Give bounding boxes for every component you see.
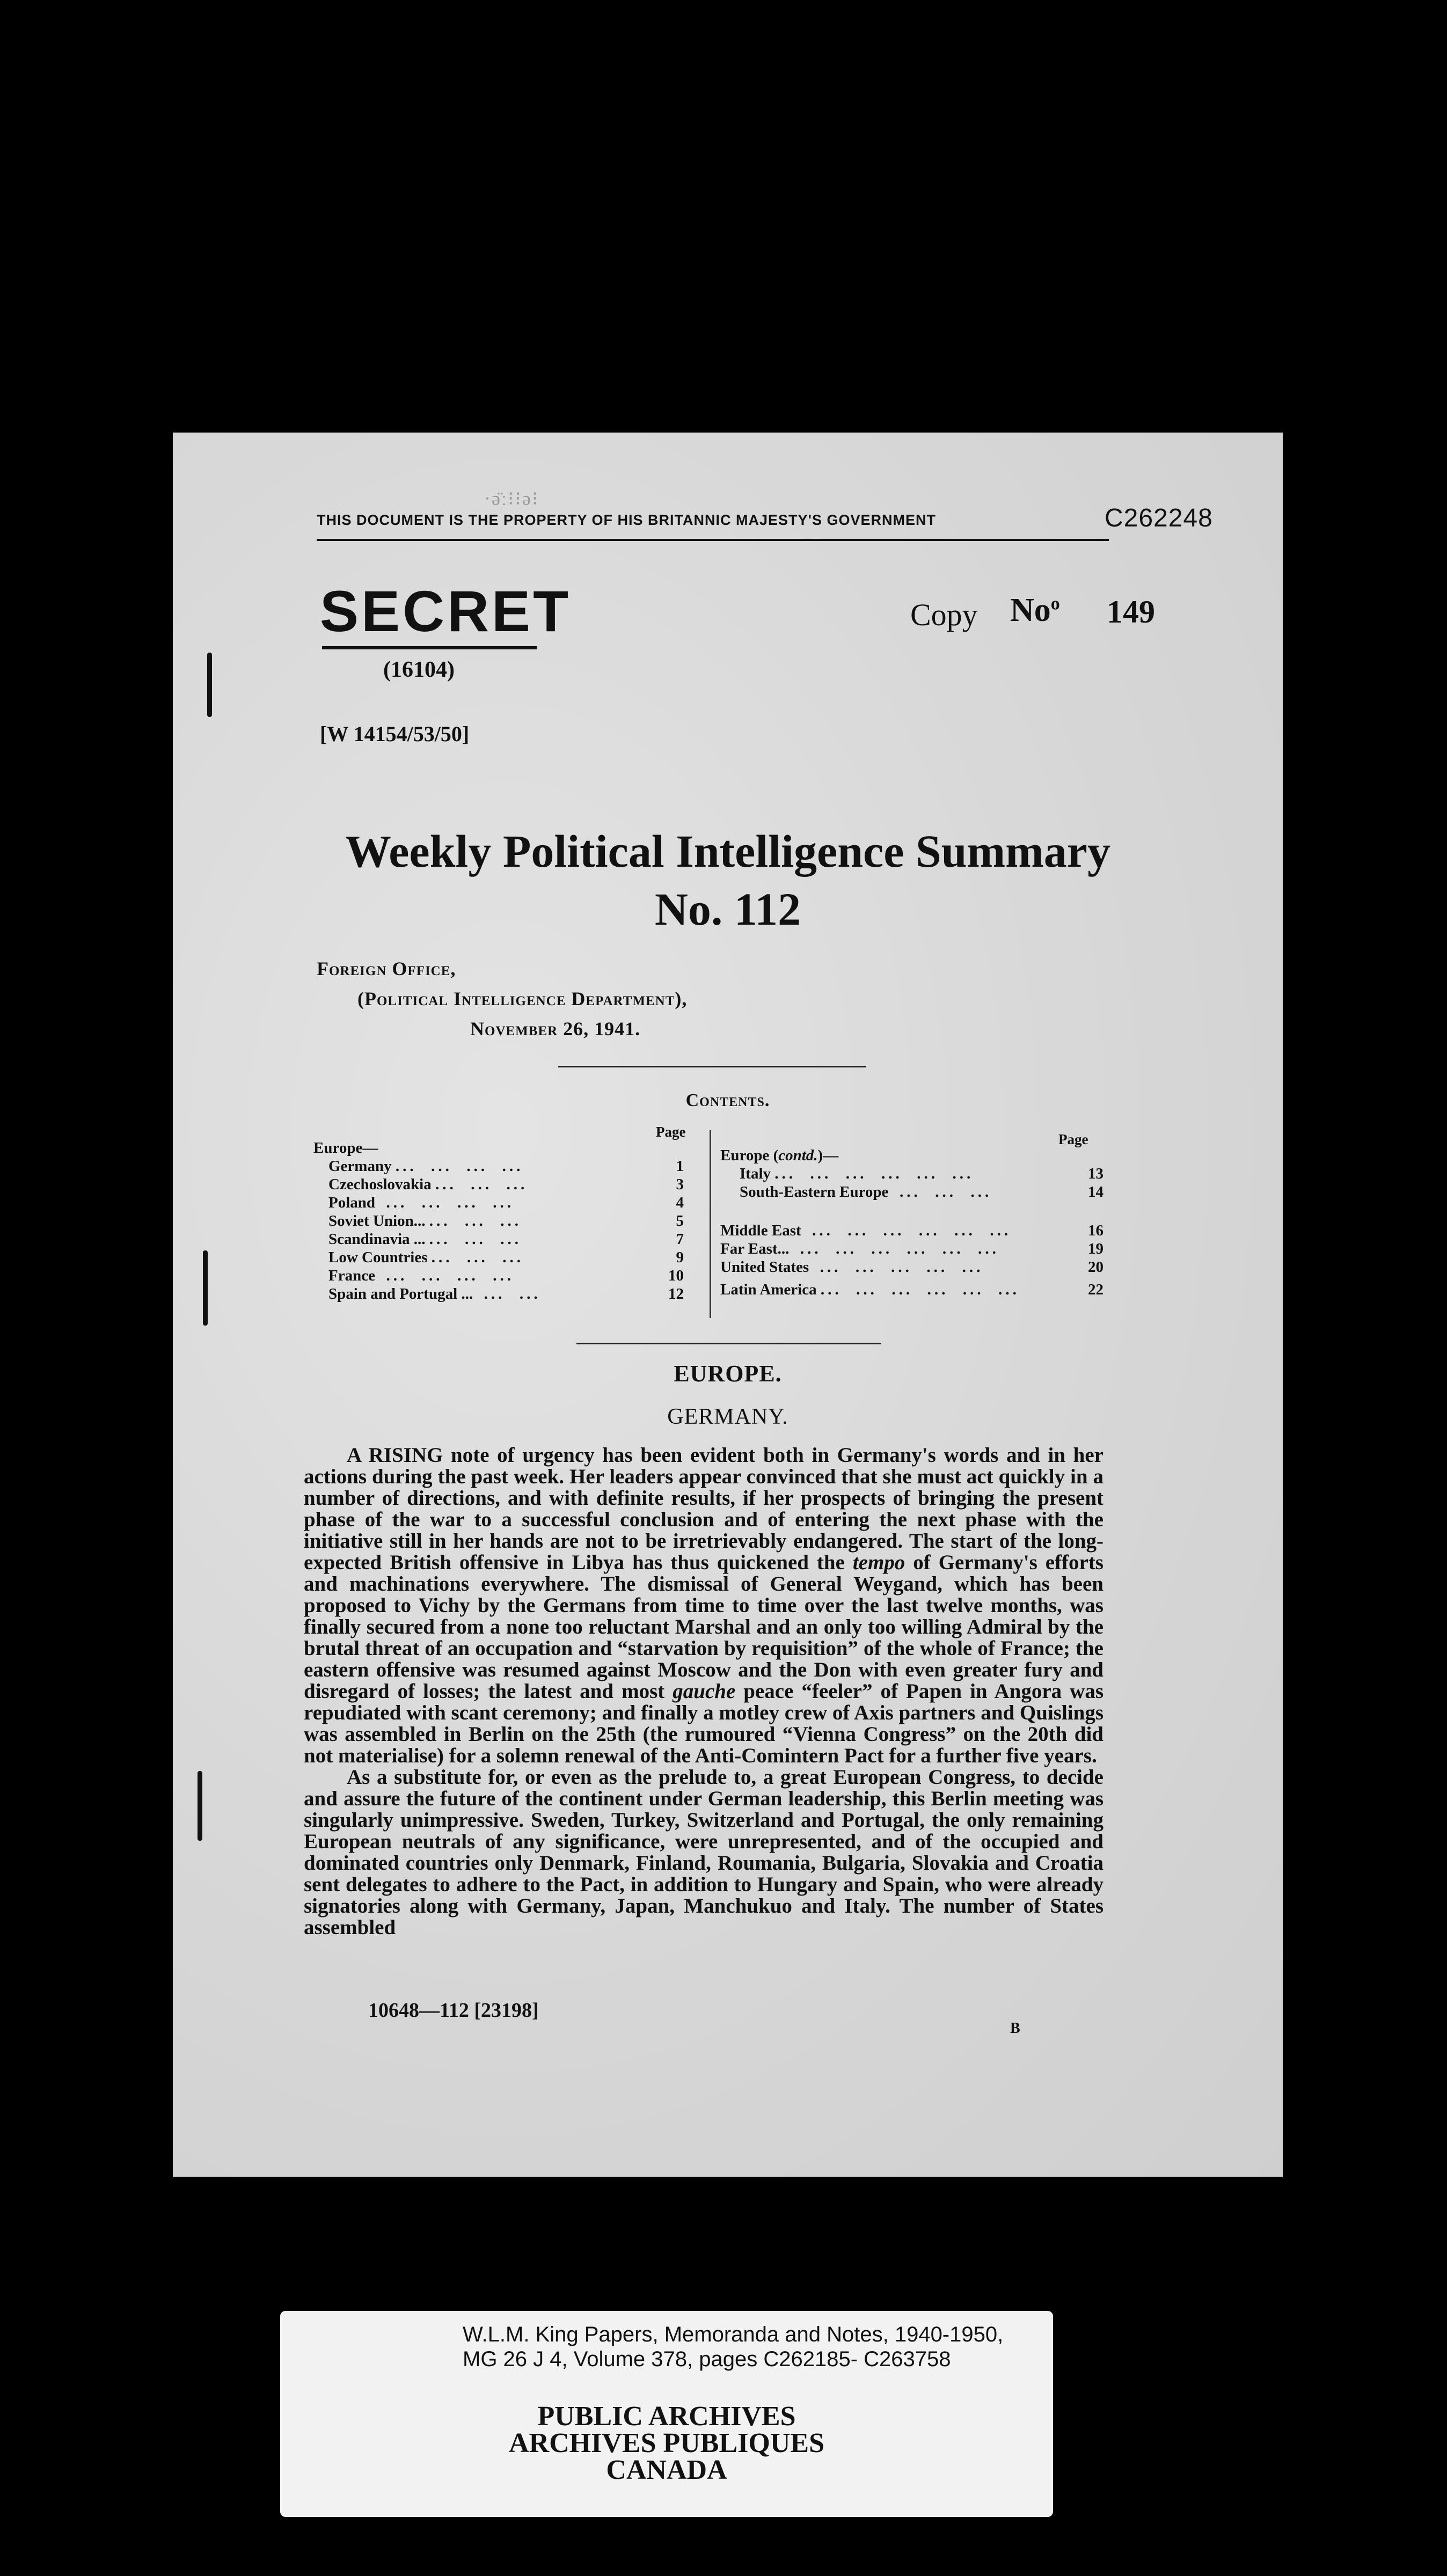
toc-page: 12 bbox=[668, 1285, 684, 1302]
toc-page: 9 bbox=[676, 1249, 684, 1266]
toc-page: 1 bbox=[676, 1158, 684, 1175]
toc-page: 5 bbox=[676, 1212, 684, 1230]
classification-stamp: SECRET bbox=[320, 579, 572, 643]
toc-item: Low Countries ... ... ... bbox=[328, 1249, 524, 1266]
document-number-title: No. 112 bbox=[654, 883, 801, 935]
toc-group-left: Europe— bbox=[313, 1139, 378, 1157]
print-code: 10648—112 [23198] bbox=[368, 1999, 539, 2022]
document-number: C262248 bbox=[1105, 504, 1213, 532]
property-rule bbox=[317, 539, 1109, 541]
binding-hole-mark bbox=[207, 653, 212, 717]
toc-group-right: Europe (contd.)— bbox=[720, 1147, 839, 1164]
address-line-1: Foreign Office, bbox=[317, 958, 456, 979]
toc-item: Czechoslovakia ... ... ... bbox=[328, 1176, 528, 1193]
toc-item: Germany ... ... ... ... bbox=[328, 1158, 524, 1175]
toc-item: Far East... ... ... ... ... ... ... bbox=[720, 1240, 999, 1257]
toc-item: Soviet Union... ... ... ... bbox=[328, 1212, 522, 1230]
address-line-2: (Political Intelligence Department), bbox=[357, 988, 688, 1009]
toc-item: Middle East ... ... ... ... ... ... bbox=[720, 1222, 1012, 1239]
archive-name-fr: ARCHIVES PUBLIQUES bbox=[508, 2428, 825, 2458]
document-page bbox=[173, 433, 1283, 2177]
section-heading: EUROPE. bbox=[674, 1360, 782, 1387]
toc-column-divider bbox=[710, 1130, 711, 1318]
toc-page: 3 bbox=[676, 1176, 684, 1193]
archive-reference: MG 26 J 4, Volume 378, pages C262185- C263758 bbox=[463, 2347, 951, 2371]
classification-rule bbox=[322, 646, 537, 649]
document-title: Weekly Political Intelligence Summary bbox=[345, 825, 1110, 877]
toc-item: Latin America ... ... ... ... ... ... bbox=[720, 1281, 1020, 1298]
divider bbox=[576, 1343, 881, 1344]
toc-page: 10 bbox=[668, 1267, 684, 1284]
signature-letter: B bbox=[1010, 2020, 1020, 2037]
page-column-label-right: Page bbox=[1058, 1131, 1088, 1147]
toc-item: Italy ... ... ... ... ... ... bbox=[740, 1165, 974, 1182]
paragraph: A RISING note of urgency has been evident both in Germany's words and in her actions during the past week. Her leaders appear convinced that she must act quickly in a number of directions, and with definite results, if her prospects of bringing the present phase of the war to a successful conclusion and of entering the next phase with the initiative still in her hands are not to be irretrievably endangered. The start of the long-expected British offensive in Libya has thus quickened the tempo of Germany's efforts and machinations everywhere. The dismissal of General Weygand, which has been proposed to Vichy by the Germans from time to time over the last twelve months, was finally secured from a none too reluctant Marshal and an only too willing Admiral by the brutal threat of an occupation and “starvation by requisition” of the whole of France; the eastern offensive was resumed against Moscow and the Don with even greater fury and disregard of losses; the latest and most gauche peace “feeler” of Papen in Angora was repudiated with scant ceremony; and finally a motley crew of Axis partners and Quislings was assembled in Berlin on the 25th (the rumoured “Vienna Congress” on the 20th did not materialise) for a solemn renewal of the Anti-Comintern Pact for a further five years. bbox=[304, 1444, 1103, 1767]
toc-item: Spain and Portugal ... ... ... bbox=[328, 1285, 541, 1302]
faint-stamp: ·ǝ̈ː⁝⁝ǝ⁝ bbox=[484, 488, 539, 509]
copy-number: 149 bbox=[1107, 594, 1155, 630]
toc-page: 4 bbox=[676, 1194, 684, 1211]
archive-label bbox=[280, 2311, 1053, 2517]
page-column-label-left: Page bbox=[656, 1124, 686, 1140]
contents-heading: Contents. bbox=[685, 1091, 770, 1110]
toc-page: 13 bbox=[1088, 1165, 1103, 1182]
binding-hole-mark bbox=[198, 1771, 202, 1841]
copy-label: Copy bbox=[910, 597, 978, 632]
paragraph: As a substitute for, or even as the prelude to, a great European Congress, to decide and assure the future of the continent under German leadership, this Berlin meeting was singularly unimpressive. Sweden, Turkey, Switzerland and Portugal, the only remaining European neutrals of any significance, were unrepresented, and of the occupied and dominated countries only Denmark, Finland, Roumania, Bulgaria, Slovakia and Croatia sent delegates to adhere to the Pact, in addition to Hungary and Spain, who were already signatories along with Germany, Japan, Manchukuo and Italy. The number of States assembled bbox=[304, 1766, 1103, 1939]
toc-page: 7 bbox=[676, 1231, 684, 1248]
number-sign: No$^o$ bbox=[1010, 592, 1060, 628]
toc-item: Scandinavia ... ... ... ... bbox=[328, 1231, 522, 1248]
toc-page: 14 bbox=[1088, 1183, 1103, 1201]
address-date: November 26, 1941. bbox=[470, 1018, 641, 1040]
body-text bbox=[304, 1445, 1103, 1938]
toc-item: United States ... ... ... ... ... bbox=[720, 1258, 984, 1276]
archive-name-en: PUBLIC ARCHIVES bbox=[537, 2401, 796, 2432]
toc-page: 19 bbox=[1088, 1240, 1103, 1257]
toc-item: Poland ... ... ... ... bbox=[328, 1194, 515, 1211]
toc-page: 16 bbox=[1088, 1222, 1103, 1239]
binding-hole-mark bbox=[203, 1250, 208, 1326]
archive-collection: W.L.M. King Papers, Memoranda and Notes, 1940-1950, bbox=[463, 2323, 1004, 2346]
property-line: THIS DOCUMENT IS THE PROPERTY OF HIS BRITANNIC MAJESTY'S GOVERNMENT bbox=[317, 512, 937, 528]
toc-page: 22 bbox=[1088, 1281, 1103, 1298]
reference-number: (16104) bbox=[383, 657, 455, 682]
toc-item: South-Eastern Europe ... ... ... bbox=[740, 1183, 992, 1201]
section-subheading: GERMANY. bbox=[667, 1404, 788, 1429]
toc-item: France ... ... ... ... bbox=[328, 1267, 514, 1284]
archive-country: CANADA bbox=[606, 2455, 727, 2485]
w-reference: [W 14154/53/50] bbox=[320, 722, 470, 746]
toc-page: 20 bbox=[1088, 1258, 1103, 1276]
divider bbox=[558, 1066, 866, 1067]
